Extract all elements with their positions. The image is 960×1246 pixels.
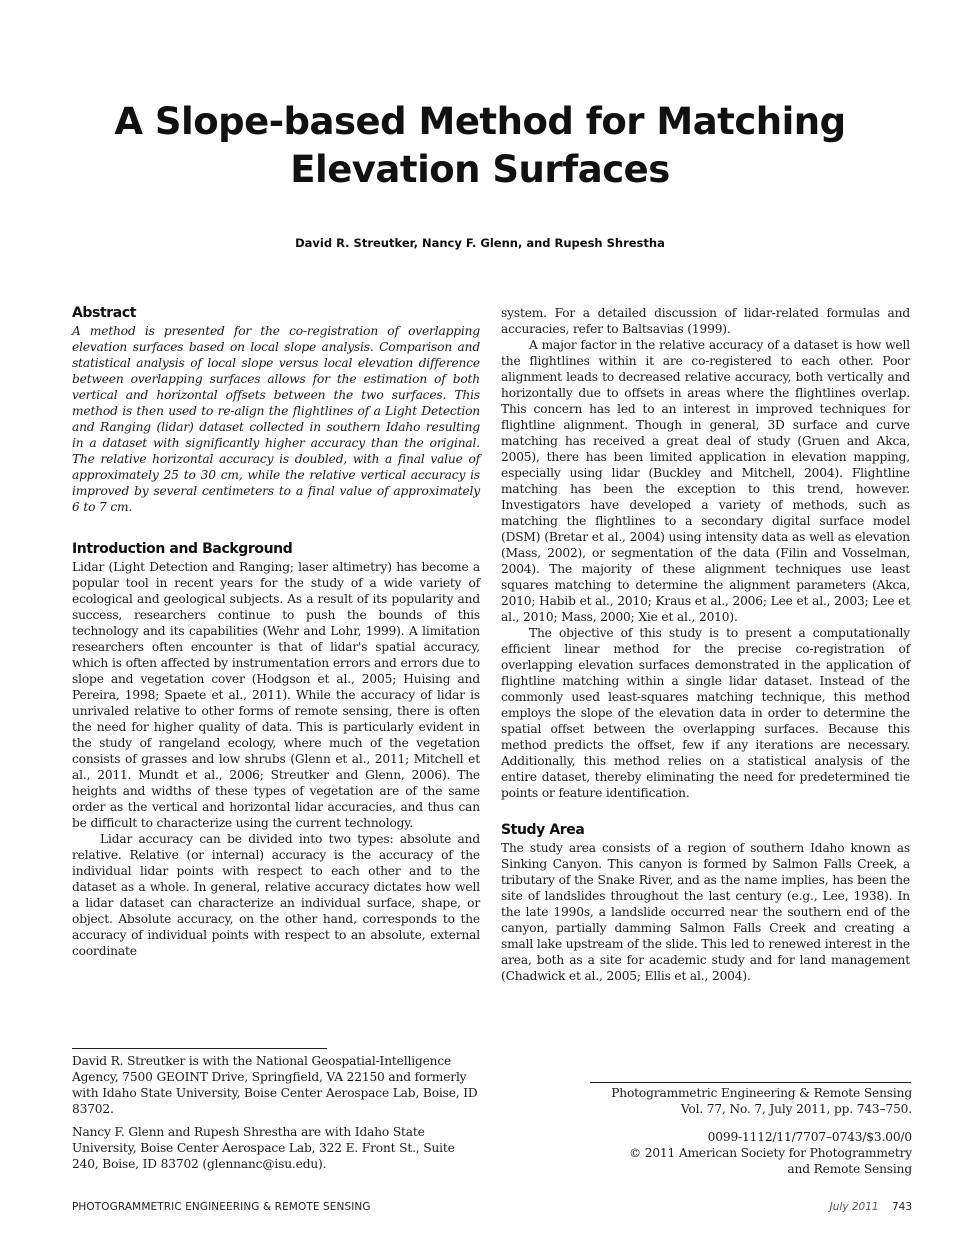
footer-journal-name: PHOTOGRAMMETRIC ENGINEERING & REMOTE SENSING xyxy=(72,1201,371,1213)
journal-name: Photogrammetric Engineering & Remote Sensing xyxy=(611,1086,912,1100)
left-column xyxy=(72,305,480,959)
study-area-paragraph: The study area consists of a region of southern Idaho known as Sinking Canyon. This canyon is formed by Salmon Falls Creek, a tributary of the Snake River, and as the name implies, has been the site of landslides throughout the last century (e.g., Lee, 1938). In the late 1990s, a landslide occurred near the southern end of the canyon, partially damming Salmon Falls Creek and creating a small lake upstream of the slide. This led to renewed interest in the area, both as a site for academic study and for land management (Chadwick et al., 2005; Ellis et al., 2004). xyxy=(501,841,910,983)
journal-divider xyxy=(590,1082,911,1083)
journal-code: 0099-1112/11/7707–0743/$3.00/0 xyxy=(707,1130,912,1144)
intro-heading: Introduction and Background xyxy=(72,541,293,557)
title-line-1: A Slope-based Method for Matching xyxy=(114,100,846,143)
study-area-heading: Study Area xyxy=(501,822,585,838)
intro-paragraph-1: Lidar (Light Detection and Ranging; laser altimetry) has become a popular tool in recent years for the study of a wide variety of ecological and geological subjects. As a result of its popularity and success, researchers continue to push the bounds of this technology and its capabilities (Wehr and Lohr, 1999). A limitation researchers often encounter is that of lidar's spatial accuracy, which is often affected by instrumentation errors and errors due to slope and vegetation cover (Hodgson et al., 2005; Huising and Pereira, 1998; Spaete et al., 2011). While the accuracy of lidar is unrivaled relative to other forms of remote sensing, there is often the need for higher quality of data. This is particularly evident in the study of rangeland ecology, where much of the vegetation consists of grasses and low shrubs (Glenn et al., 2011; Mitchell et al., 2011. Mundt et al., 2006; Streutker and Glenn, 2006). The heights and widths of these types of vegetation are of the same order as the vertical and horizontal lidar accuracies, and thus can be difficult to characterize using the current technology. xyxy=(72,560,480,830)
footnote-author-2: Nancy F. Glenn and Rupesh Shrestha are with Idaho State University, Boise Center Aerospace Lab, 322 E. Front St., Suite 240, Boise, ID 83702 (glennanc@isu.edu). xyxy=(72,1125,455,1171)
right-column xyxy=(501,305,910,984)
objective-paragraph: The objective of this study is to present a computationally efficient linear method for the precise co-registration of overlapping elevation surfaces demonstrated in the application of flightline matching within a single lidar dataset. Instead of the commonly used least-squares matching technique, this method employs the slope of the elevation data in order to determine the spatial offset between the overlapping surfaces. Because this method predicts the offset, few if any iterations are necessary. Additionally, this method relies on a statistical analysis of the entire dataset, thereby eliminating the need for predetermined tie points or feature identification. xyxy=(501,626,910,800)
abstract-heading: Abstract xyxy=(72,305,137,321)
footnote-author-1: David R. Streutker is with the National Geospatial-Intelligence Agency, 7500 GEOINT Drive, Springfield, VA 22150 and formerly with Idaho State University, Boise Center Aerospace Lab, Boise, ID 83702. xyxy=(72,1054,478,1116)
author-footnotes xyxy=(72,1053,480,1179)
footer-page-info xyxy=(830,1201,912,1213)
journal-copyright-2: and Remote Sensing xyxy=(787,1162,912,1176)
journal-volume: Vol. 77, No. 7, July 2011, pp. 743–750. xyxy=(680,1102,912,1116)
page-number: 743 xyxy=(891,1201,912,1213)
author-list: David R. Streutker, Nancy F. Glenn, and Rupesh Shrestha xyxy=(295,236,665,250)
footnote-divider xyxy=(72,1048,327,1049)
continued-paragraph: system. For a detailed discussion of lidar-related formulas and accuracies, refer to Baltsavias (1999). xyxy=(501,306,910,336)
alignment-paragraph: A major factor in the relative accuracy of a dataset is how well the flightlines within it are co-registered to each other. Poor alignment leads to decreased relative accuracy, both vertically and horizontally due to offsets in areas where the flightlines overlap. This concern has led to an interest in improved techniques for flightline alignment. Though in general, 3D surface and curve matching has received a great deal of study (Gruen and Akca, 2005), there has been limited application in elevation mapping, especially using lidar (Buckley and Mitchell, 2004). Flightline matching has been the exception to this trend, however. Investigators have developed a variety of methods, such as matching the flightlines to a secondary digital surface model (DSM) (Bretar et al., 2004) using intensity data as well as elevation (Mass, 2002), or segmentation of the data (Filin and Vosselman, 2004). The majority of these alignment techniques use least squares matching to determine the alignment parameters (Akca, 2010; Habib et al., 2010; Kraus et al., 2006; Lee et al., 2003; Lee et al., 2010; Mass, 2000; Xie et al., 2010). xyxy=(501,338,910,624)
intro-paragraph-2: Lidar accuracy can be divided into two types: absolute and relative. Relative (or internal) accuracy is the accuracy of the individual lidar points with respect to each other and to the dataset as a whole. In general, relative accuracy dictates how well a lidar dataset can characterize an individual surface, shape, or object. Absolute accuracy, on the other hand, corresponds to the accuracy of individual points with respect to an absolute, external coordinate xyxy=(72,832,480,958)
abstract-text: A method is presented for the co-registration of overlapping elevation surfaces based on local slope analysis. Comparison and statistical analysis of local slope versus local elevation difference between overlapping surfaces allows for the estimation of both vertical and horizontal offsets between the two surfaces. This method is then used to re-align the flightlines of a Light Detection and Ranging (lidar) dataset collected in southern Idaho resulting in a dataset with significantly higher accuracy than the original. The relative horizontal accuracy is doubled, with a final value of approximately 25 to 30 cm, while the relative vertical accuracy is improved by several centimeters to a final value of approximately 6 to 7 cm. xyxy=(72,324,480,514)
title-line-2: Elevation Surfaces xyxy=(290,148,670,191)
footer-month: July 2011 xyxy=(829,1201,879,1213)
journal-copyright: © 2011 American Society for Photogrammetry xyxy=(628,1146,912,1160)
paper-title xyxy=(0,98,960,194)
journal-info xyxy=(560,1085,912,1177)
